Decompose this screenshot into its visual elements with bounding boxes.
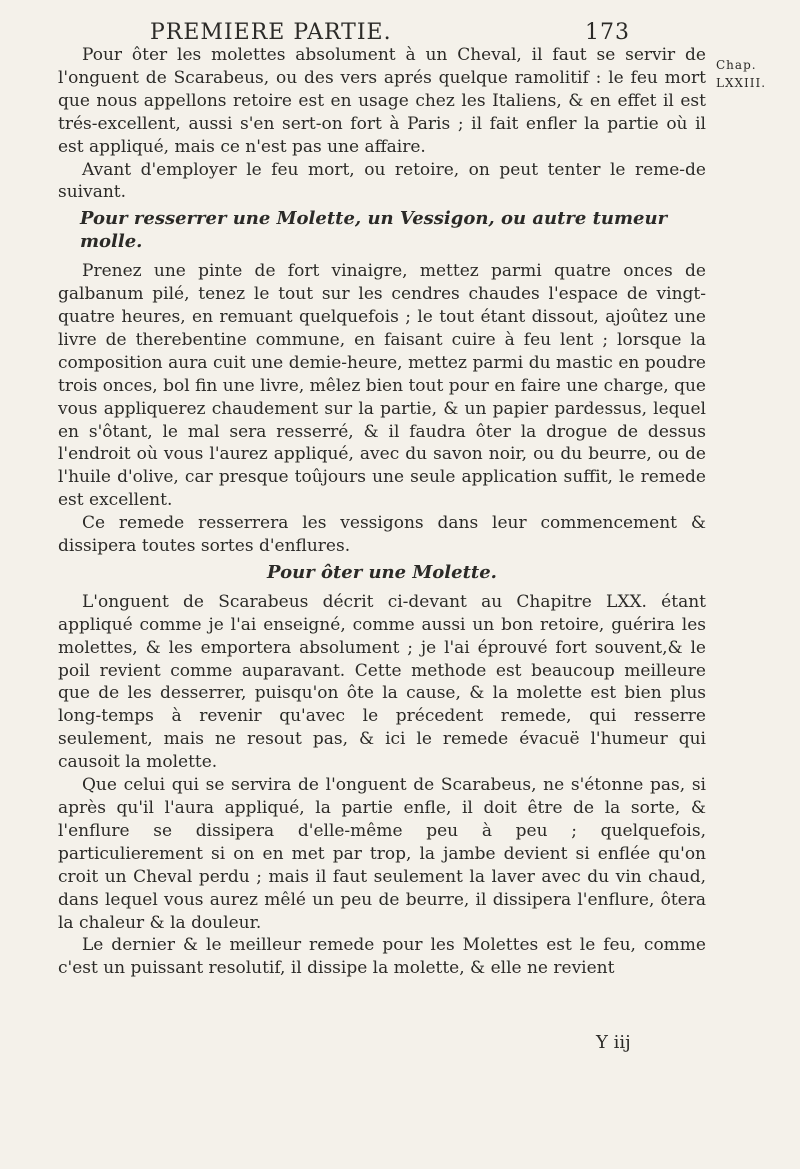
section-heading: Pour resserrer une Molette, un Vessigon, ou autre tumeur molle. [80,208,668,253]
margin-chapter: Chap. [716,58,757,72]
page-body [58,44,706,980]
margin-chapter-number: LXXIII. [716,76,767,90]
paragraph: Pour ôter les molettes absolument à un Cheval, il faut se servir de l'onguent de Scarabeus, ou des vers aprés quelque ramolitif : le feu mort que nous appellons retoire est en usage chez les Italiens, & en effet il est trés-excellent, aussi s'en sert-on fort à Paris ; il fait enfler la partie où il est appliqué, mais ce n'est pas une affaire. [58,45,706,157]
paragraph: Prenez une pinte de fort vinaigre, mettez parmi quatre onces de galbanum pilé, tenez le tout sur les cendres chaudes l'espace de vingt-quatre heures, en remuant quelquefois ; le tout étant dissout, ajoûtez une livre de therebentine commune, en faisant cuire à feu lent ; lorsque la composition aura cuit une demie-heure, mettez parmi du mastic en poudre trois onces, bol fin une livre, mêlez bien tout pour en faire une charge, que vous appliquerez chaudement sur la partie, & un papier pardessus, lequel en s'ôtant, le mal sera resserré, & il faudra ôter la drogue de dessus l'endroit où vous l'aurez appliqué, avec du savon noir, ou du beurre, ou de l'huile d'olive, car presque toûjours une seule application suffit, le remede est excellent. [58,261,706,511]
signature-mark: Y iij [596,1032,631,1053]
section-heading: Pour ôter une Molette. [267,561,497,583]
margin-note [716,56,796,92]
paragraph: Avant d'employer le feu mort, ou retoire, on peut tenter le reme-de suivant. [58,159,706,203]
running-header [150,20,630,45]
paragraph: L'onguent de Scarabeus décrit ci-devant au Chapitre LXX. étant appliqué comme je l'ai enseigné, comme aussi un bon retoire, guérira les molettes, & les emportera absolument ; je l'ai éprouvé fort souvent,& le poil revient comme auparavant. Cette methode est beaucoup meilleure que de les desserrer, puisqu'on ôte la cause, & la molette est bien plus long-temps à revenir qu'avec le précedent remede, qui resserre seulement, mais ne resout pas, & ici le remede évacuë l'humeur qui causoit la molette. [58,591,706,773]
page-number: 173 [585,20,630,45]
paragraph: Le dernier & le meilleur remede pour les Molettes est le feu, comme c'est un puissant resolutif, il dissipe la molette, & elle ne revient [58,935,706,979]
running-title: PREMIERE PARTIE. [150,20,392,45]
paragraph: Ce remede resserrera les vessigons dans leur commencement & dissipera toutes sortes d'enflures. [58,513,706,557]
paragraph: Que celui qui se servira de l'onguent de Scarabeus, ne s'étonne pas, si après qu'il l'aura appliqué, la partie enfle, il doit être de la sorte, & l'enflure se dissipera d'elle-même peu à peu ; quelquefois, particulierement si on en met par trop, la jambe devient si enflée qu'on croit un Cheval perdu ; mais il faut seulement la laver avec du vin chaud, dans lequel vous aurez mêlé un peu de beurre, il dissipera l'enflure, ôtera la chaleur & la douleur. [58,775,706,933]
